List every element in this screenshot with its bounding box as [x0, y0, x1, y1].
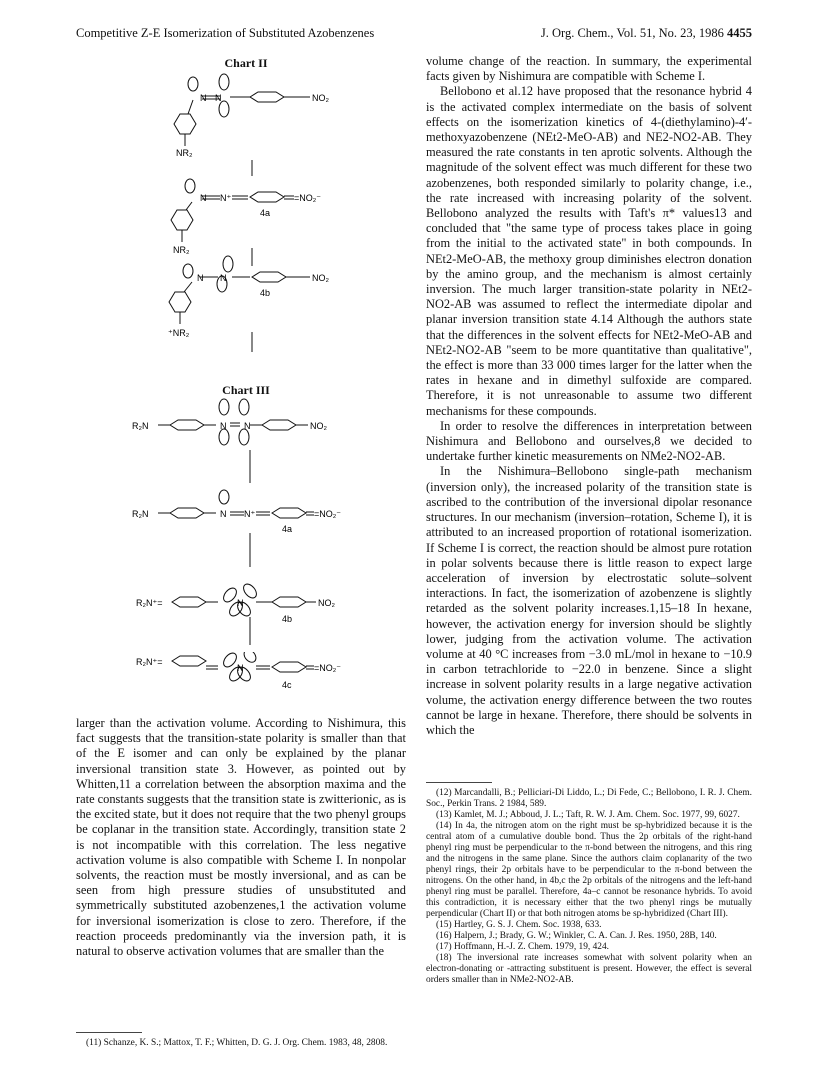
footnote-11: (11) Schanze, K. S.; Mattox, T. F.; Whitten, D. G. J. Org. Chem. 1983, 48, 2808.: [86, 1038, 388, 1048]
chart3-label-4b: 4b: [282, 614, 293, 624]
chart3-4b-r2n: R₂N⁺=: [136, 598, 163, 608]
chart2-4b-n1: N: [197, 273, 204, 283]
footnote-12: (12) Marcandalli, B.; Pelliciari-Di Liddo, L.; Di Fede, C.; Bellobono, I. R. J. Chem. Soc., Perkin Trans. 2 1984, 589.: [426, 788, 752, 809]
chart3-4a-n1: N: [220, 509, 227, 519]
chart2-label-4b: 4b: [260, 288, 271, 298]
right-paragraph-2: Bellobono et al.12 have proposed that the resonance hybrid 4 is the activated complex intermediate on the basis of solvent effects on the isomerization kinetics of 4-(diethylamino)-4′-methoxyazobenzene (NEt2-MeO-AB) and NE2-NO2-AB. They measured the rate constants in ten aprotic solvents. Although the magnitude of the solvent effect was much different for these two azobenzenes, both responded similarly to polarity change, i.e., the rate increased with increasing polarity of the solvent. Bellobono analyzed the results with Taft's π* values13 and concluded that "the same type of process takes place in going from the initial to the activated state" in both compounds. In NEt2-MeO-AB, the methoxy group diminishes electron donation by the amino group, and the mechanism is almost certainly inversion. The much larger transition-state polarity in NEt2-NO2-AB was assumed to reflect the intermediate dipolar and planar inversion transition state 4.14 Although the authors state that the differences in the solvent effects for NEt2-MeO-AB and NEt2-NO2-AB "seem to be more quantitative than qualitative", the effect is more than 33 000 times larger for the latter when the rates in hexane and in dimethyl sulfoxide are compared. Therefore, it is not unreasonable to assume two different mechanisms for these compounds.: [426, 84, 752, 418]
footnote-13: (13) Kamlet, M. J.; Abboud, J. L.; Taft, R. W. J. Am. Chem. Soc. 1977, 99, 6027.: [436, 810, 740, 820]
chart3-n1: N: [220, 421, 227, 431]
page-number: 4455: [727, 26, 752, 40]
right-paragraph-1: volume change of the reaction. In summary, the experimental facts given by Nishimura are compatible with Scheme I.: [426, 54, 752, 84]
chart2-4a-nr2: NR₂: [173, 245, 190, 255]
chart2-4b-n2: N: [220, 273, 227, 283]
chart2-no2: NO₂: [312, 93, 329, 103]
chart3-4a-no2: =NO₂⁻: [314, 509, 341, 519]
chart3-label-4a: 4a: [282, 524, 293, 534]
chart2-4b-nr2: ⁺NR₂: [168, 328, 190, 338]
footnote-rule-left: [76, 1032, 142, 1033]
chart-2-title: Chart II: [224, 56, 268, 70]
chart3-4c-r2n: R₂N⁺=: [136, 657, 163, 667]
left-footnotes: [76, 1038, 406, 1049]
chart2-n2: N: [215, 93, 222, 103]
chart2-n1: N: [200, 93, 207, 103]
chart2-4a-no2: =NO₂⁻: [294, 193, 321, 203]
chart3-4b-no2: NO₂: [318, 598, 335, 608]
chart-3-figure-4c: [100, 652, 400, 708]
footnote-16: (16) Halpern, J.; Brady, G. W.; Winkler, C. A. Can. J. Res. 1950, 28B, 140.: [436, 931, 717, 941]
left-column-text: [76, 716, 406, 959]
footnote-15: (15) Hartley, G. S. J. Chem. Soc. 1938, 633.: [436, 920, 602, 930]
left-paragraph: larger than the activation volume. According to Nishimura, this fact suggests that the transition-state polarity is smaller than that of the E isomer and can only be explained by the planar inversional transition state 3. However, as pointed out by Whitten,11 a correlation between the absorption maxima and the rate constants suggests that the transition state is zwitterionic, as is the excited state, but it does not require that the two phenyl groups be coplanar in the transition state. Accordingly, transition state 2 is not incompatible with this correlation. The less negative activation volume is also compatible with Scheme I. In nonpolar solvents, the reaction must be mostly inversional, and as can be seen from high pressure studies of unsubstituted and symmetrically substituted azobenzenes,1 the activation volume for inversional isomerization is close to zero. Therefore, if the reaction proceeds predominantly via the inversion path, it is natural to observe activation volumes that are smaller than the: [76, 716, 407, 959]
chart3-no2: NO₂: [310, 421, 327, 431]
running-header-title: Competitive Z-E Isomerization of Substituted Azobenzenes: [76, 26, 375, 40]
chart2-4a-n2: N⁺: [220, 193, 232, 203]
chart2-label-4a: 4a: [260, 208, 271, 218]
footnote-14: (14) In 4a, the nitrogen atom on the right must be sp-hybridized because it is the central atom of a cumulative double bond. Thus the 2p orbitals of the right-hand phenyl ring must be perpendicular to the π-bond between the nitrogens, and this ring and the nitrogens in the same plane. Since the authors claim coplanarity of the two phenyl rings, their 2p orbitals have to be perpendicular to the π-bond between the nitrogens. On the other hand, in 4b,c the 2p orbitals of the nitrogens and the left-hand phenyl ring must be parallel. Therefore, 4a–c cannot be resonance hybrids. To avoid this contradiction, it is necessary either that the two phenyl rings be mutually perpendicular (Chart II) or that both nitrogen atoms be sp-hybridized (Chart III).: [426, 821, 752, 919]
chart3-label-4c: 4c: [282, 680, 292, 690]
footnote-rule-right: [426, 782, 492, 783]
chart-3-title: Chart III: [222, 383, 270, 397]
chart3-r2n: R₂N: [132, 421, 149, 431]
chart3-4c-no2: =NO₂⁻: [314, 663, 341, 673]
chart3-n2: N: [244, 421, 251, 431]
right-paragraph-3: In order to resolve the differences in interpretation between Nishimura and Bellobono and ourselves,8 we decided to undertake further kinetic measurements on NMe2-NO2-AB.: [426, 418, 752, 464]
chart2-4a-n1: N: [200, 193, 207, 203]
chart2-nr2: NR₂: [176, 148, 193, 158]
chart-2-figure: [80, 70, 410, 375]
right-column-text: [426, 54, 752, 738]
right-paragraph-4: In the Nishimura–Bellobono single-path mechanism (inversion only), the increased polarity of the transition state is ascribed to the contribution of the inversional dipolar resonance structures. In our mechanism (inversion–rotation, Scheme I), it is attributed to an increased proportion of rotational isomerization. If Scheme I is correct, the reaction should be almost pure rotation in polar solvents because there is little reason to expect large acceleration of inversion by electrostatic solute–solvent interactions. In fact, the isomerization of azobenzene is slightly retarded as the solvent polarity increases.1,15–18 In hexane, however, the activation energy for inversion should be slightly lower, judging from the activation volume. The activation volume at 40 °C increases from −3.0 mL/mol in hexane to −10.9 in carbon tetrachloride to −22.0 in benzene. Since a slight increase in solvent polarity results in a large negative activation volume, the activation energy difference between the two routes cannot be large in hexane. Therefore, there should be solvents in which the: [426, 464, 752, 737]
right-footnotes: [426, 788, 752, 986]
chart2-4b-no2: NO₂: [312, 273, 329, 283]
footnote-17: (17) Hoffmann, H.-J. Z. Chem. 1979, 19, 424.: [436, 942, 609, 952]
chart3-4c-n: N: [237, 663, 244, 673]
chart3-4a-r2n: R₂N: [132, 509, 149, 519]
chart3-4a-n2: N⁺: [244, 509, 256, 519]
chart-2-figure-4c-structure: [80, 370, 410, 371]
chart3-4b-n: N: [237, 598, 244, 608]
running-header-journal: [430, 26, 752, 41]
journal-citation: J. Org. Chem., Vol. 51, No. 23, 1986: [540, 26, 724, 40]
footnote-18: (18) The inversional rate increases somewhat with solvent polarity when an electron-donating or -attracting substituent is present. However, the effect is several orders smaller than in NMe2-NO2-AB.: [426, 953, 752, 985]
chart-3-figure: [100, 395, 400, 670]
